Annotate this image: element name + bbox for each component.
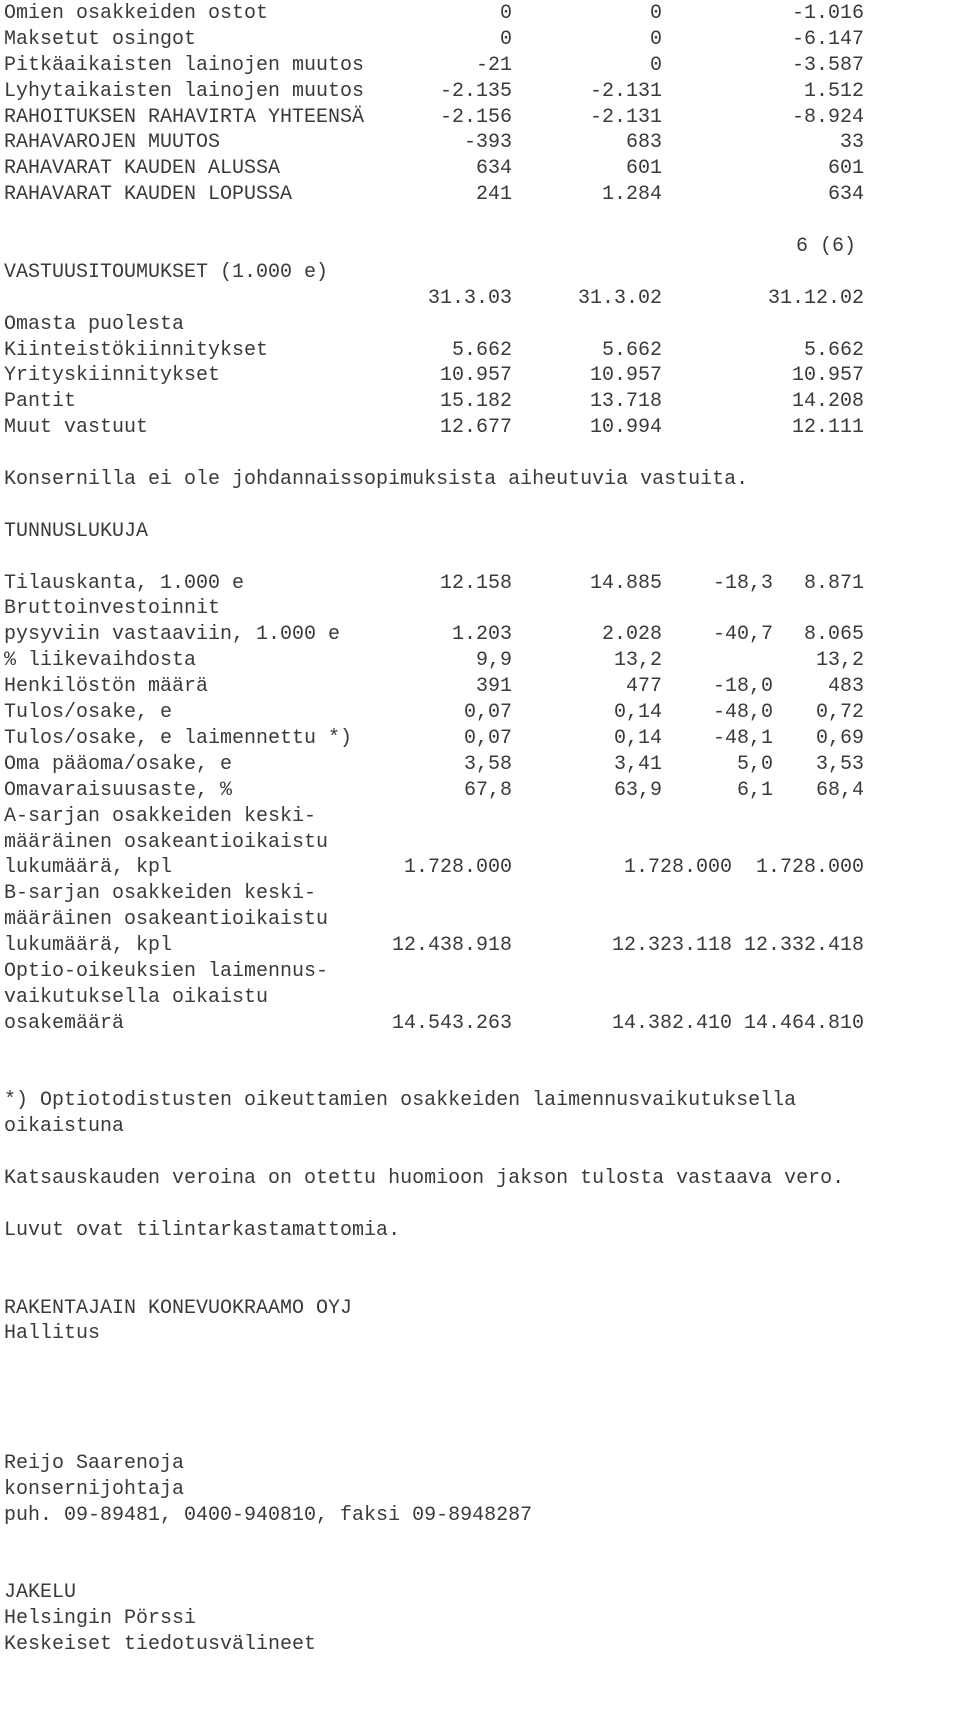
- value-col2: 14.885: [589, 571, 662, 595]
- row-label: Pantit: [4, 390, 77, 414]
- key-figures-section: [4, 519, 956, 1037]
- footnote-line: [4, 1114, 956, 1140]
- row-label: Pitkäaikaisten lainojen muutos: [4, 53, 365, 77]
- value-col1: 0: [499, 2, 512, 25]
- row-label: pysyviin vastaaviin, 1.000 e: [4, 623, 341, 647]
- row-label: Henkilöstön määrä: [4, 675, 209, 699]
- distribution-heading-line: [4, 1580, 956, 1606]
- commitment-row: [4, 415, 956, 441]
- value-col1: 3,58: [463, 752, 512, 776]
- key-figures-heading: TUNNUSLUKUJA: [4, 519, 149, 543]
- row-label: Maksetut osingot: [4, 27, 197, 51]
- value-col1: 14.543.263: [391, 1011, 512, 1035]
- cashflow-row: [4, 156, 956, 182]
- row-label: Tulos/osake, e laimennettu *): [4, 726, 353, 750]
- signer-name-line: [4, 1451, 956, 1477]
- key-figure-row: [4, 648, 956, 674]
- company-name: RAKENTAJAIN KONEVUOKRAAMO OYJ: [4, 1296, 353, 1320]
- value-col4: 13,2: [815, 649, 864, 673]
- shares-label-line: [4, 804, 956, 830]
- value-col3: 1.512: [803, 79, 864, 103]
- value-col2: 2.028: [601, 623, 662, 647]
- value-col1: 5.662: [451, 338, 512, 362]
- row-label: Kiinteistökiinnitykset: [4, 338, 269, 362]
- value-col1: 0: [499, 27, 512, 51]
- shares-row: [4, 933, 956, 959]
- spacer: [4, 1529, 956, 1581]
- shares-label-line: [4, 907, 956, 933]
- shares-label-line2: määräinen osakeantioikaistu: [4, 908, 329, 932]
- row-label: RAHAVARAT KAUDEN LOPUSSA: [4, 183, 293, 207]
- spacer: [4, 1037, 956, 1089]
- shares-label-line: [4, 959, 956, 985]
- cashflow-row: [4, 130, 956, 156]
- value-col3: 14.208: [791, 390, 864, 414]
- value-col2: 0: [649, 27, 662, 51]
- shares-row: [4, 855, 956, 881]
- commitments-subheading: Omasta puolesta: [4, 312, 185, 336]
- value-col1: 10.957: [439, 364, 512, 388]
- value-col3: 12.111: [791, 416, 864, 440]
- value-col2: 12.323.118: [611, 934, 732, 958]
- value-col1: 0,07: [463, 701, 512, 725]
- spacer: [4, 1244, 956, 1296]
- company-line: [4, 1296, 956, 1322]
- shares-label-line: [4, 881, 956, 907]
- distribution-item: [4, 1632, 956, 1658]
- spacer: [4, 1347, 956, 1451]
- row-label: Tilauskanta, 1.000 e: [4, 571, 245, 595]
- spacer: [4, 441, 956, 467]
- row-label: RAHAVARAT KAUDEN ALUSSA: [4, 157, 281, 181]
- value-col3: 12.332.418: [743, 934, 864, 958]
- distribution-heading: JAKELU: [4, 1581, 77, 1605]
- value-col3: -3.587: [791, 53, 864, 77]
- value-col4: 8.065: [803, 623, 864, 647]
- value-col1: -2.156: [439, 105, 512, 129]
- footnote-line: [4, 1088, 956, 1114]
- cashflow-section: [4, 1, 956, 208]
- value-col2: 63,9: [613, 778, 662, 802]
- commitment-row: [4, 389, 956, 415]
- distribution-item: [4, 1606, 956, 1632]
- commitments-heading-line: [4, 260, 956, 286]
- key-figure-row: [4, 571, 956, 597]
- value-col3: 601: [827, 157, 864, 181]
- tax-note-line: [4, 1166, 956, 1192]
- value-col2: -2.131: [589, 105, 662, 129]
- value-col2: 1.284: [601, 183, 662, 207]
- value-col3: 5,0: [736, 752, 773, 776]
- spacer: [4, 545, 956, 571]
- shares-label-line3: lukumäärä, kpl: [4, 856, 173, 880]
- key-figure-row: [4, 752, 956, 778]
- value-col3: 6,1: [736, 778, 773, 802]
- value-col1: 391: [475, 675, 512, 699]
- cashflow-row: [4, 79, 956, 105]
- value-col1: 1.203: [451, 623, 512, 647]
- cashflow-row: [4, 53, 956, 79]
- row-label: Muut vastuut: [4, 416, 149, 440]
- cashflow-row: [4, 27, 956, 53]
- footnote-text: *) Optiotodistusten oikeuttamien osakkeiden laimennusvaikutuksella: [4, 1089, 797, 1113]
- spacer: [4, 493, 956, 519]
- value-col2: 10.957: [589, 364, 662, 388]
- value-col3: -6.147: [791, 27, 864, 51]
- value-col2: 3,41: [613, 752, 662, 776]
- contact-info: puh. 09-89481, 0400-940810, faksi 09-8948287: [4, 1503, 533, 1527]
- value-col1: -393: [463, 131, 512, 155]
- key-figure-row: [4, 778, 956, 804]
- spacer: [4, 1140, 956, 1166]
- board-line: [4, 1321, 956, 1347]
- shares-label-line2: määräinen osakeantioikaistu: [4, 830, 329, 854]
- commitments-heading: VASTUUSITOUMUKSET (1.000 e): [4, 260, 329, 284]
- commitments-section: [4, 260, 956, 493]
- value-col3: 1.728.000: [755, 856, 864, 880]
- shares-label-line2: vaikutuksella oikaistu: [4, 985, 269, 1009]
- value-col3: -48,0: [712, 701, 773, 725]
- value-col4: 3,53: [815, 752, 864, 776]
- row-label: Lyhytaikaisten lainojen muutos: [4, 79, 365, 103]
- cashflow-row: [4, 105, 956, 131]
- value-col2: 0,14: [613, 726, 662, 750]
- commitment-row: [4, 338, 956, 364]
- value-col3: -18,0: [712, 675, 773, 699]
- row-label: Omien osakkeiden ostot: [4, 2, 269, 25]
- value-col1: 0,07: [463, 726, 512, 750]
- row-label: % liikevaihdosta: [4, 649, 197, 673]
- value-col1: 12.677: [439, 416, 512, 440]
- row-label: Yrityskiinnitykset: [4, 364, 221, 388]
- value-col4: 8.871: [803, 571, 864, 595]
- shares-label-line: [4, 985, 956, 1011]
- value-col2: 14.382.410: [611, 1011, 732, 1035]
- value-col3: 14.464.810: [743, 1011, 864, 1035]
- value-col4: 0,72: [815, 701, 864, 725]
- shares-label-line3: osakemäärä: [4, 1011, 125, 1035]
- shares-label-line1: A-sarjan osakkeiden keski-: [4, 804, 317, 828]
- value-col2: 0: [649, 2, 662, 25]
- value-col2: 13,2: [613, 649, 662, 673]
- key-figure-row: [4, 674, 956, 700]
- value-col1: 67,8: [463, 778, 512, 802]
- key-figures-heading-line: [4, 519, 956, 545]
- date-col2: 31.3.02: [577, 286, 662, 310]
- value-col4: 0,69: [815, 726, 864, 750]
- key-figure-label-line: [4, 596, 956, 622]
- commitments-note: Konsernilla ei ole johdannaissopimuksista aiheutuvia vastuita.: [4, 468, 749, 492]
- value-col2: 10.994: [589, 416, 662, 440]
- value-col2: 601: [625, 157, 662, 181]
- key-figure-row: [4, 726, 956, 752]
- cashflow-row: [4, 1, 956, 27]
- value-col2: 5.662: [601, 338, 662, 362]
- spacer: [4, 208, 956, 234]
- shares-label-line3: lukumäärä, kpl: [4, 934, 173, 958]
- value-col3: -18,3: [712, 571, 773, 595]
- spacer: [4, 1192, 956, 1218]
- value-col3: 33: [839, 131, 864, 155]
- distribution-item-text: Helsingin Pörssi: [4, 1607, 197, 1631]
- audit-note-line: [4, 1218, 956, 1244]
- value-col1: 12.158: [439, 571, 512, 595]
- contact-line: [4, 1503, 956, 1529]
- shares-label-line1: Optio-oikeuksien laimennus-: [4, 959, 329, 983]
- row-label: RAHOITUKSEN RAHAVIRTA YHTEENSÄ: [4, 105, 365, 129]
- signer-name: Reijo Saarenoja: [4, 1451, 185, 1475]
- value-col2: -2.131: [589, 79, 662, 103]
- distribution-item-text: Keskeiset tiedotusvälineet: [4, 1633, 317, 1657]
- page-number: 6 (6): [795, 235, 856, 259]
- value-col2: 1.728.000: [623, 856, 732, 880]
- shares-label-line1: B-sarjan osakkeiden keski-: [4, 882, 317, 906]
- page-number-line: [4, 234, 956, 260]
- shares-label-line: [4, 830, 956, 856]
- value-col2: 0,14: [613, 701, 662, 725]
- value-col1: 634: [475, 157, 512, 181]
- value-col1: 9,9: [475, 649, 512, 673]
- value-col3: -48,1: [712, 726, 773, 750]
- value-col3: 5.662: [803, 338, 864, 362]
- shares-row: [4, 1011, 956, 1037]
- tax-note: Katsauskauden veroina on otettu huomioon jakson tulosta vastaava vero.: [4, 1167, 845, 1191]
- row-label: Oma pääoma/osake, e: [4, 752, 233, 776]
- value-col3: -40,7: [712, 623, 773, 647]
- value-col1: 1.728.000: [403, 856, 512, 880]
- value-col2: 13.718: [589, 390, 662, 414]
- value-col1: 241: [475, 183, 512, 207]
- audit-note: Luvut ovat tilintarkastamattomia.: [4, 1218, 401, 1242]
- date-col1: 31.3.03: [427, 286, 512, 310]
- commitments-note-line: [4, 467, 956, 493]
- row-label: Tulos/osake, e: [4, 701, 173, 725]
- commitment-row: [4, 363, 956, 389]
- commitments-dates-row: [4, 286, 956, 312]
- key-figure-row: [4, 700, 956, 726]
- value-col1: -21: [475, 53, 512, 77]
- value-col3: -8.924: [791, 105, 864, 129]
- key-figure-row: [4, 622, 956, 648]
- value-col3: -1.016: [791, 2, 864, 25]
- row-label: RAHAVAROJEN MUUTOS: [4, 131, 221, 155]
- value-col1: 12.438.918: [391, 934, 512, 958]
- commitments-subheading-line: [4, 312, 956, 338]
- value-col4: 68,4: [815, 778, 864, 802]
- footnote-text: oikaistuna: [4, 1115, 125, 1139]
- board-label: Hallitus: [4, 1322, 101, 1346]
- date-col3: 31.12.02: [767, 286, 864, 310]
- value-col4: 483: [827, 675, 864, 699]
- value-col3: 634: [827, 183, 864, 207]
- document: [4, 1, 956, 1658]
- value-col3: 10.957: [791, 364, 864, 388]
- row-label: Omavaraisuusaste, %: [4, 778, 233, 802]
- value-col1: -2.135: [439, 79, 512, 103]
- value-col2: 683: [625, 131, 662, 155]
- value-col2: 477: [625, 675, 662, 699]
- value-col2: 0: [649, 53, 662, 77]
- cashflow-row: [4, 182, 956, 208]
- signer-title-line: [4, 1477, 956, 1503]
- signer-title: konsernijohtaja: [4, 1477, 185, 1501]
- row-label-line1: Bruttoinvestoinnit: [4, 597, 221, 621]
- value-col1: 15.182: [439, 390, 512, 414]
